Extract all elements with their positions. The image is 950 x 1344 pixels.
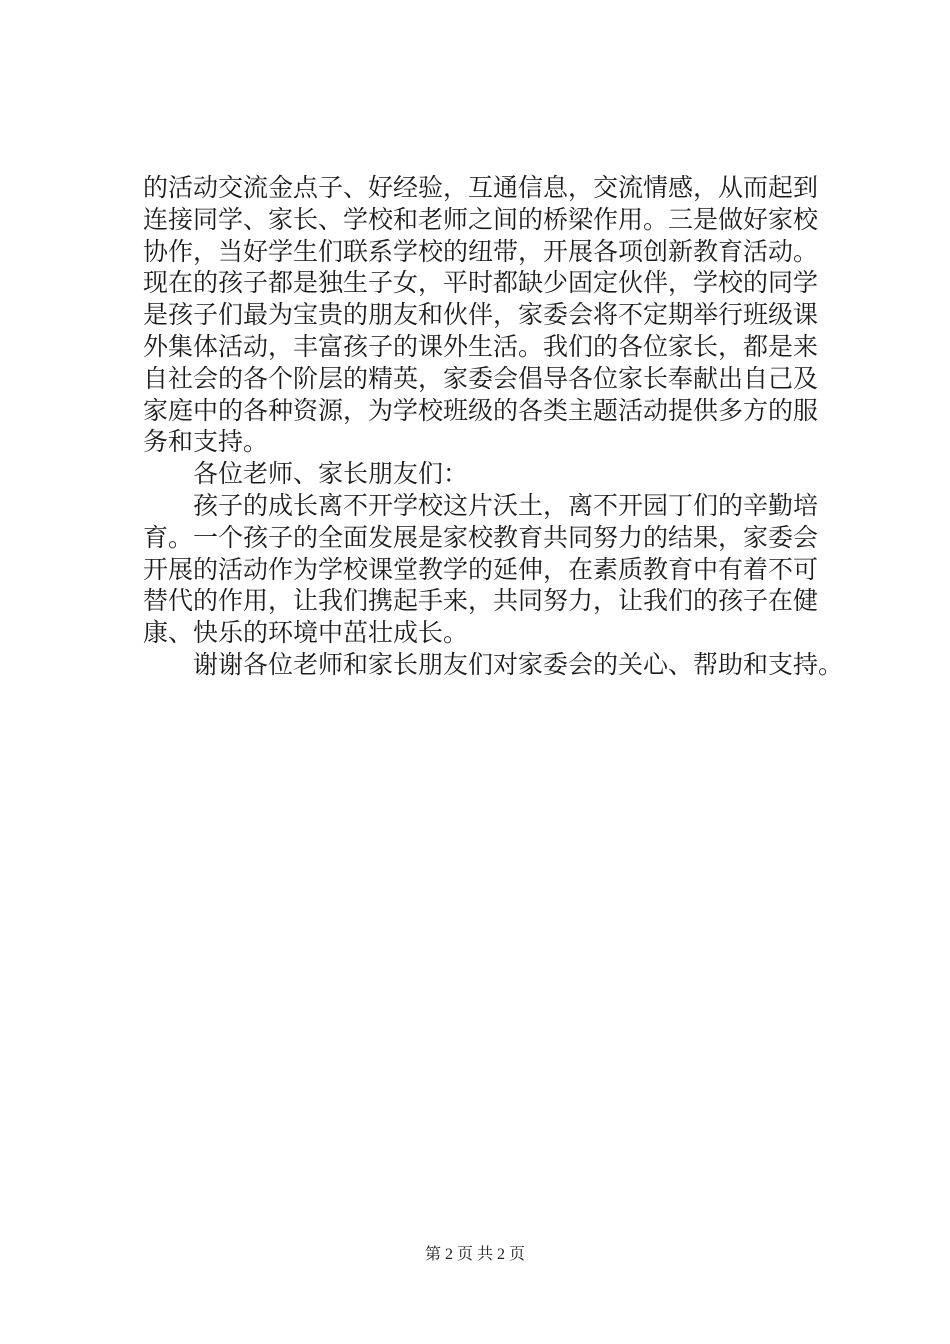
text-line: 孩子的成长离不开学校这片沃土，离不开园丁们的辛勤培 bbox=[143, 490, 819, 520]
text-line: 开展的活动作为学校课堂教学的延伸，在素质教育中有着不可 bbox=[143, 554, 819, 584]
text-line: 是孩子们最为宝贵的朋友和伙伴，家委会将不定期举行班级课 bbox=[143, 300, 819, 330]
document-body bbox=[143, 172, 843, 681]
text-line: 谢谢各位老师和家长朋友们对家委会的关心、帮助和支持。 bbox=[143, 649, 844, 679]
text-line: 替代的作用，让我们携起手来，共同努力，让我们的孩子在健 bbox=[143, 586, 819, 616]
text-line: 务和支持。 bbox=[143, 427, 269, 457]
text-line: 育。一个孩子的全面发展是家校教育共同努力的结果，家委会 bbox=[143, 522, 819, 552]
page-number-footer: 第 2 页 共 2 页 bbox=[424, 1246, 525, 1263]
text-line: 协作，当好学生们联系学校的纽带，开展各项创新教育活动。 bbox=[143, 236, 819, 266]
text-line: 的活动交流金点子、好经验，互通信息，交流情感，从而起到 bbox=[143, 173, 819, 202]
text-line: 家庭中的各种资源，为学校班级的各类主题活动提供多方的服 bbox=[143, 395, 819, 425]
text-line: 自社会的各个阶层的精英，家委会倡导各位家长奉献出自己及 bbox=[143, 363, 819, 393]
text-line: 连接同学、家长、学校和老师之间的桥梁作用。三是做好家校 bbox=[143, 204, 819, 234]
text-line: 各位老师、家长朋友们： bbox=[143, 459, 469, 489]
text-line: 外集体活动，丰富孩子的课外生活。我们的各位家长，都是来 bbox=[143, 331, 819, 361]
text-line: 现在的孩子都是独生子女，平时都缺少固定伙伴，学校的同学 bbox=[143, 268, 819, 298]
text-line: 康、快乐的环境中茁壮成长。 bbox=[143, 618, 469, 648]
